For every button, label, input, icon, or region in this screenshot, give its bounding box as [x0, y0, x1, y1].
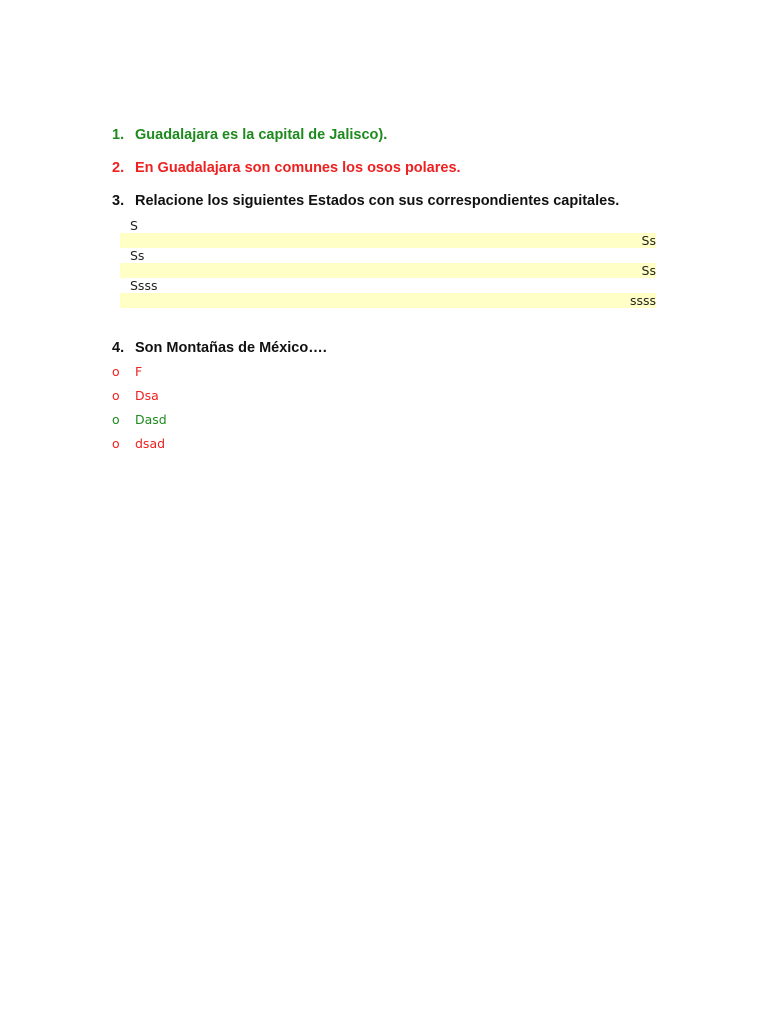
option-text: F [135, 364, 143, 379]
option-item [112, 388, 159, 404]
question-text: Relacione los siguientes Estados con sus correspondientes capitales. [135, 193, 620, 209]
bullet-icon: o [112, 364, 120, 379]
option-item [112, 364, 142, 380]
question-3 [112, 192, 619, 210]
question-4 [112, 339, 327, 357]
question-text: En Guadalajara son comunes los osos polares. [135, 160, 461, 176]
question-1 [112, 126, 387, 144]
bullet-icon: o [112, 388, 120, 403]
option-text: Dasd [135, 412, 167, 427]
match-right-item: Ss [120, 263, 656, 278]
match-left-item: Ss [130, 248, 145, 263]
match-left-item: Ssss [130, 278, 158, 293]
option-item [112, 412, 167, 428]
question-number: 3. [112, 193, 125, 209]
bullet-icon: o [112, 412, 120, 427]
match-right-item: Ss [120, 233, 656, 248]
question-number: 1. [112, 127, 125, 143]
matching-table [120, 218, 656, 308]
question-2 [112, 159, 461, 177]
option-text: dsad [135, 436, 166, 451]
question-text: Guadalajara es la capital de Jalisco). [135, 127, 388, 143]
question-number: 2. [112, 160, 125, 176]
bullet-icon: o [112, 436, 120, 451]
match-left-item: S [130, 218, 138, 233]
question-number: 4. [112, 340, 125, 356]
question-text: Son Montañas de México…. [135, 340, 327, 356]
option-item [112, 436, 165, 452]
match-right-item: ssss [120, 293, 656, 308]
option-text: Dsa [135, 388, 159, 403]
